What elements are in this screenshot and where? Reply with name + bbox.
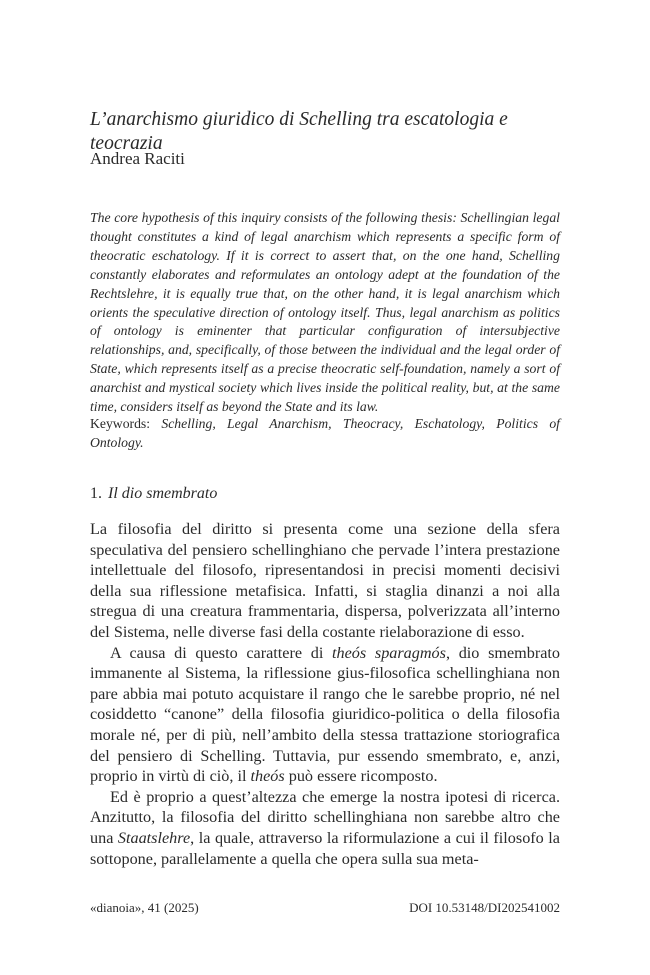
paragraph-2-text-c: può essere ricomposto.	[284, 767, 438, 786]
journal-citation: «dianoia», 41 (2025)	[90, 900, 199, 915]
paragraph-1: La filosofia del diritto si presenta come una sezione della sfera speculativa del pensiero schellinghiano che pervade l’intera prestazione intellettuale del filosofo, ripresentandosi in precisi momenti decisivi della sua riflessione metafisica. Infatti, si staglia dinanzi a noi alla stregua di una creatura frammentaria, dispersa, polverizzata all’interno del Sistema, nelle diverse fasi della costante rielaborazione di esso.	[90, 520, 560, 641]
paragraph-2-emphasis-a: theós sparagmós	[332, 643, 446, 662]
doi: DOI 10.53148/DI202541002	[409, 900, 560, 915]
paragraph-3	[90, 787, 560, 869]
paragraph-3-emphasis-a: Staatslehre	[117, 828, 191, 847]
paragraph-2-text-a: A causa di questo carattere di	[110, 643, 333, 662]
body-text	[90, 519, 560, 869]
keywords-label: Keywords:	[90, 416, 151, 431]
page-footer	[90, 900, 560, 916]
section-heading	[90, 484, 217, 504]
keywords	[90, 414, 560, 452]
section-title: Il dio smembrato	[108, 485, 218, 502]
section-number: 1.	[90, 485, 102, 502]
paragraph-3-text-b: , la quale, attraverso la riformulazione a cui il filosofo la sottopone, parallelamente a quella che opera sulla sua meta-	[90, 828, 560, 868]
keywords-list: Schelling, Legal Anarchism, Theocracy, Eschatology, Politics of Ontology.	[90, 416, 560, 450]
paragraph-3-text-a: Ed è proprio a quest’altezza che emerge la nostra ipotesi di ricerca. Anzitutto, la filosofia del diritto schellinghiana non sarebbe altro che una	[90, 787, 560, 847]
abstract: The core hypothesis of this inquiry consists of the following thesis: Schellingian legal thought constitutes a kind of legal anarchism which represents a specific form of theocratic eschatology. If it is correct to assert that, on the one hand, Schelling constantly elaborates and reformulates an ontology adept at the foundation of the Rechtslehre, it is equally true that, on the other hand, it is legal anarchism which orients the speculative direction of ontology itself. Thus, legal anarchism as politics of ontology is eminenter that particular configuration of intersubjective relationships, and, specifically, of those between the individual and the legal order of State, which represents itself as a precise theocratic self-foundation, namely a sort of anarchist and mystical society which lives inside the political reality, but, at the same time, considers itself as beyond the State and its law.	[90, 210, 560, 415]
article-title: L’anarchismo giuridico di Schelling tra escatologia e teocrazia	[90, 109, 508, 154]
paragraph-2	[90, 643, 560, 787]
paragraph-2-emphasis-b: theós	[250, 767, 285, 786]
paragraph-2-text-b: , dio smembrato immanente al Sistema, la riflessione gius-filosofica schellinghiana non pare abbia mai potuto acquistare il rango che le sarebbe proprio, né nel cosiddetto “canone” della filosofia giuridico-politica o della filosofia morale né, per di più, nell’ambito della stessa trattazione storiografica del pensiero di Schelling. Tuttavia, pur essendo smembrato, e, anzi, proprio in virtù di ciò, il	[90, 643, 560, 786]
article-author: Andrea Raciti	[90, 149, 185, 168]
